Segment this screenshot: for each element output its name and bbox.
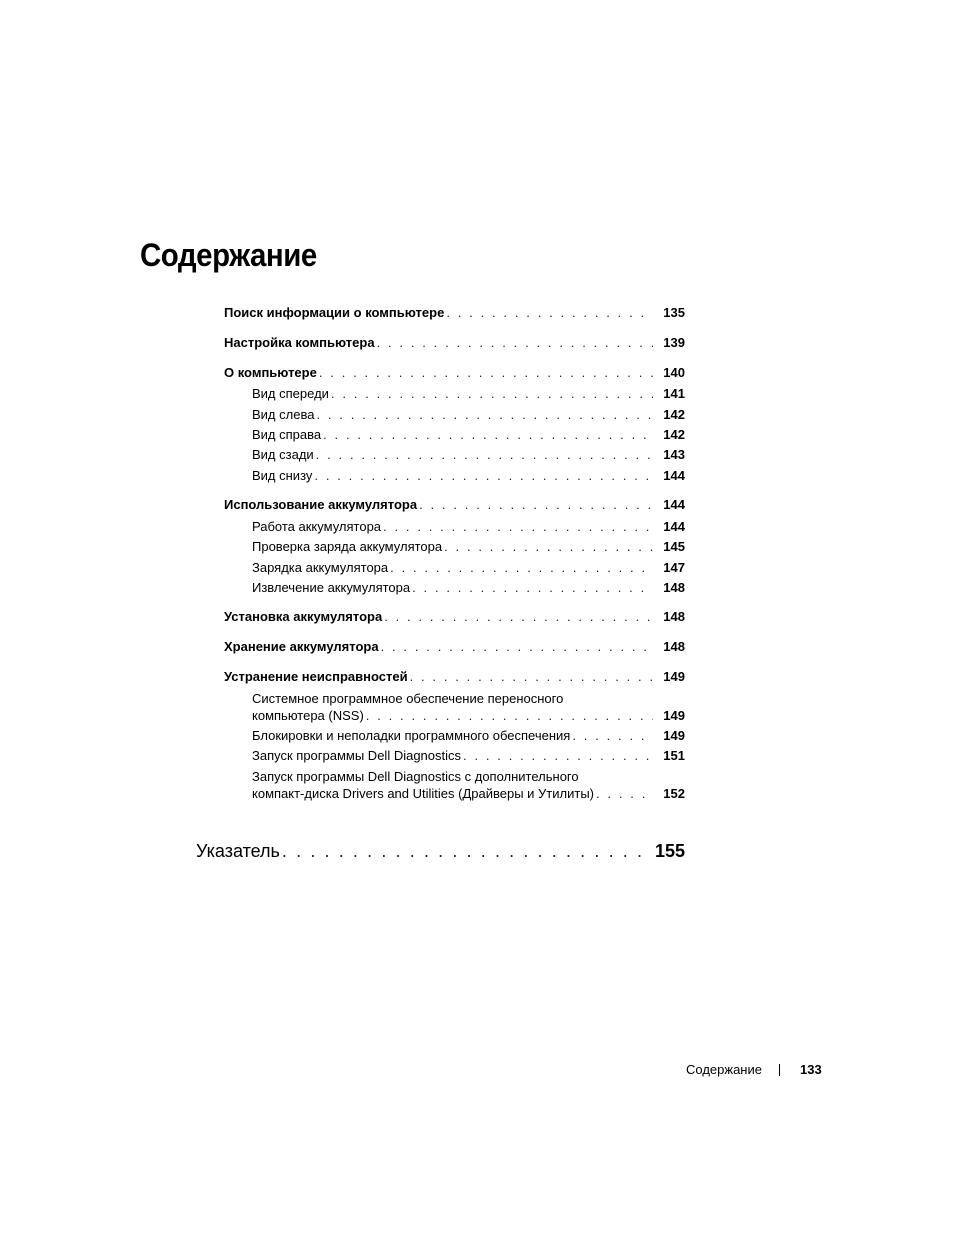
dot-leader bbox=[384, 609, 653, 625]
dot-leader bbox=[381, 639, 653, 655]
dot-leader bbox=[377, 335, 653, 351]
dot-leader bbox=[446, 305, 653, 321]
toc-entry-title: Вид справа bbox=[252, 427, 322, 442]
toc-entry-title: Настройка компьютера bbox=[224, 335, 375, 350]
toc-subentry[interactable] bbox=[252, 580, 685, 596]
page-title: Содержание bbox=[140, 237, 317, 274]
dot-leader bbox=[412, 580, 653, 596]
toc-entry-title: Поиск информации о компьютере bbox=[224, 305, 445, 320]
toc-index-entry[interactable] bbox=[196, 840, 685, 862]
toc-entry-title: Хранение аккумулятора bbox=[224, 639, 379, 654]
toc-entry[interactable] bbox=[224, 669, 685, 685]
toc-entry[interactable] bbox=[224, 365, 685, 381]
toc-page-number: 151 bbox=[663, 748, 685, 763]
toc-entry-title: Блокировки и неполадки программного обеспечения bbox=[252, 728, 571, 743]
dot-leader bbox=[331, 386, 653, 402]
toc-page-number: 135 bbox=[663, 305, 685, 320]
dot-leader bbox=[383, 519, 653, 535]
toc-entry-title: Вид снизу bbox=[252, 468, 313, 483]
toc-page-number: 139 bbox=[663, 335, 685, 350]
toc-entry-title: Установка аккумулятора bbox=[224, 609, 383, 624]
toc-subentry-first-line[interactable]: Системное программное обеспечение переносного bbox=[252, 691, 564, 706]
toc-page-number: 152 bbox=[663, 786, 685, 801]
toc-subentry[interactable] bbox=[252, 748, 685, 764]
toc-entry-title: компьютера (NSS) bbox=[252, 708, 364, 723]
dot-leader bbox=[316, 407, 653, 423]
toc-page-number: 142 bbox=[663, 427, 685, 442]
toc-page-number: 145 bbox=[663, 539, 685, 554]
toc-subentry[interactable] bbox=[252, 786, 685, 802]
toc-entry-title: компакт-диска Drivers and Utilities (Драйверы и Утилиты) bbox=[252, 786, 594, 801]
toc-entry-title: Извлечение аккумулятора bbox=[252, 580, 411, 595]
toc-subentry[interactable] bbox=[252, 728, 685, 744]
toc-subentry[interactable] bbox=[252, 407, 685, 423]
toc-subentry[interactable] bbox=[252, 539, 685, 555]
toc-entry-title: Устранение неисправностей bbox=[224, 669, 408, 684]
toc-page-number: 142 bbox=[663, 407, 685, 422]
dot-leader bbox=[419, 497, 653, 513]
dot-leader bbox=[323, 427, 653, 443]
dot-leader bbox=[316, 447, 653, 463]
toc-entry-title: Работа аккумулятора bbox=[252, 519, 382, 534]
toc-page-number: 141 bbox=[663, 386, 685, 401]
toc-entry[interactable] bbox=[224, 609, 685, 625]
toc-entry-title: О компьютере bbox=[224, 365, 317, 380]
dot-leader bbox=[366, 708, 653, 724]
toc-subentry[interactable] bbox=[252, 468, 685, 484]
toc-page-number: 144 bbox=[663, 497, 685, 512]
dot-leader bbox=[390, 560, 653, 576]
footer-page-number: 133 bbox=[800, 1062, 822, 1077]
toc-page-number: 148 bbox=[663, 639, 685, 654]
toc-subentry[interactable] bbox=[252, 447, 685, 463]
toc-entry-title: Вид слева bbox=[252, 407, 315, 422]
toc-entry[interactable] bbox=[224, 305, 685, 321]
toc-page-number: 144 bbox=[663, 468, 685, 483]
toc-page-number: 147 bbox=[663, 560, 685, 575]
dot-leader bbox=[410, 669, 653, 685]
dot-leader bbox=[314, 468, 653, 484]
toc-entry-title: Зарядка аккумулятора bbox=[252, 560, 389, 575]
dot-leader bbox=[319, 365, 653, 381]
dot-leader bbox=[444, 539, 653, 555]
toc-page-number: 143 bbox=[663, 447, 685, 462]
footer-label: Содержание bbox=[686, 1062, 762, 1077]
dot-leader bbox=[282, 840, 645, 862]
toc-page-number: 140 bbox=[663, 365, 685, 380]
toc-subentry[interactable] bbox=[252, 519, 685, 535]
toc-entry[interactable] bbox=[224, 639, 685, 655]
toc-subentry[interactable] bbox=[252, 427, 685, 443]
dot-leader bbox=[596, 786, 653, 802]
toc-page-number: 149 bbox=[663, 708, 685, 723]
toc-entry-title: Запуск программы Dell Diagnostics bbox=[252, 748, 462, 763]
toc-subentry[interactable] bbox=[252, 560, 685, 576]
toc-entry[interactable] bbox=[224, 335, 685, 351]
toc-page-number: 149 bbox=[663, 669, 685, 684]
footer-divider bbox=[779, 1064, 780, 1076]
toc-entry-title: Вид спереди bbox=[252, 386, 329, 401]
toc-entry-title: Вид сзади bbox=[252, 447, 314, 462]
toc-subentry[interactable] bbox=[252, 708, 685, 724]
toc-page-number: 155 bbox=[654, 841, 685, 861]
toc-page-number: 149 bbox=[663, 728, 685, 743]
dot-leader bbox=[463, 748, 653, 764]
toc-entry[interactable] bbox=[224, 497, 685, 513]
dot-leader bbox=[572, 728, 653, 744]
toc-entry-title: Указатель bbox=[196, 841, 280, 861]
toc-entry-title: Проверка заряда аккумулятора bbox=[252, 539, 443, 554]
toc-entry-title: Использование аккумулятора bbox=[224, 497, 418, 512]
toc-subentry-first-line[interactable]: Запуск программы Dell Diagnostics с дополнительного bbox=[252, 769, 579, 784]
toc-page-number: 148 bbox=[663, 609, 685, 624]
toc-page-number: 148 bbox=[663, 580, 685, 595]
toc-subentry[interactable] bbox=[252, 386, 685, 402]
toc-page-number: 144 bbox=[663, 519, 685, 534]
